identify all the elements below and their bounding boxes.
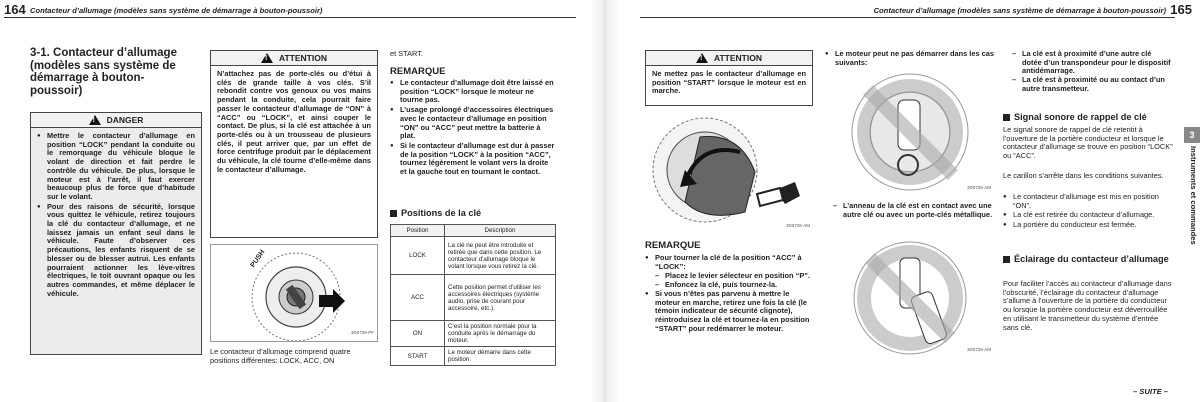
description-cell: La clé ne peut être introduite et retirée que dans cette position. Le contacteur d’allumage bloque le volant lorsque vous retirez la clé. xyxy=(445,237,556,275)
figure-code: 3D0726-AM xyxy=(966,347,991,353)
header-rule-left xyxy=(4,17,576,18)
table-row xyxy=(391,321,556,347)
remarque-subitem: – Placez le levier sélecteur en position “P”. xyxy=(655,272,813,281)
attention-text-2: Ne mettez pas le contacteur d’allumage en position “START” lorsque le moteur est en marche. xyxy=(652,69,806,96)
position-cell: LOCK xyxy=(391,237,445,275)
danger-box xyxy=(30,112,202,355)
ignition-figure-2 xyxy=(645,112,813,234)
key-ring-illustration xyxy=(828,70,994,196)
engine-start-list xyxy=(825,50,997,68)
attention-box-2 xyxy=(645,50,813,106)
danger-label: DANGER xyxy=(106,114,144,125)
column-header: Position xyxy=(391,225,445,237)
figure-code: 3D0726-AM xyxy=(966,185,991,191)
remarque-item: ● Le contacteur d’allumage doit être laissé en position “LOCK” lorsque le moteur ne tourne pas. xyxy=(390,79,556,105)
chapter-tab-title: Instruments et commandes xyxy=(1189,146,1198,245)
key-ring-figure xyxy=(828,70,994,196)
remarque-list-1 xyxy=(390,79,556,178)
attention-header-2 xyxy=(646,51,812,66)
ignition-switch-illustration xyxy=(211,245,378,342)
ignition-figure-1 xyxy=(210,244,378,342)
figure-code: 3D0726-PF xyxy=(350,330,374,336)
continued-marker: – SUITE – xyxy=(1132,387,1168,397)
header-rule-right xyxy=(640,17,1175,18)
positions-heading xyxy=(390,208,556,219)
key-reminder-text: Le signal sonore de rappel de clé retentit à l’ouverture de la portière conducteur et lorsque le contacteur d’allumage se trouve en position “LOCK” ou “ACC”. xyxy=(1003,125,1173,161)
position-cell: ACC xyxy=(391,275,445,321)
remarque-heading-1: REMARQUE xyxy=(390,66,446,77)
column-header: Description xyxy=(445,225,556,237)
figure-code: 3D0726-AM xyxy=(785,223,810,229)
key-turn-illustration xyxy=(645,112,813,234)
danger-header xyxy=(31,113,201,128)
page-number-left: 164 xyxy=(4,2,26,17)
attention-text-1: N’attachez pas de porte-clés ou d’étui à clés de grande taille à vos clés. S’il rebondit contre vos genoux ou vos mains pendant la conduite, cela pourrait faire passer le contacteur d’allumage de “ON” à “ACC” ou “LOCK”, et ainsi couper le contact. De plus, si la clé est attachée à un porte-clés ou à un trousseau de plusieurs clés, il peut arriver que, par un effet de force centrifuge produit par le déplacement du véhicule, la clé tourne d’elle-même dans le contacteur d’allumage. xyxy=(217,69,371,174)
description-cell: C’est la position normale pour la conduite après le démarrage du moteur. xyxy=(445,321,556,347)
list-item: – La clé est à proximité d’une autre clé dotée d’un transpondeur pour le dispositif antidémarrage. xyxy=(1012,50,1172,76)
chapter-tab: 3 xyxy=(1184,127,1200,143)
warning-icon xyxy=(261,53,273,63)
description-cell: Cette position permet d’utiliser les accessoires électriques (système audio, prise de courant pour accessoire, etc.). xyxy=(445,275,556,321)
attention-label-1: ATTENTION xyxy=(278,52,327,63)
positions-title: Positions de la clé xyxy=(401,208,482,218)
page-gutter xyxy=(590,0,620,402)
table-row xyxy=(391,347,556,366)
square-bullet-icon xyxy=(1003,114,1010,121)
remarque-item: ● Pour tourner la clé de la position “ACC” à “LOCK”: xyxy=(645,254,813,271)
remarque-heading-2: REMARQUE xyxy=(645,240,701,251)
ignition-light-title: Éclairage du contacteur d’allumage xyxy=(1014,254,1169,264)
danger-body xyxy=(31,128,201,303)
transponder-figure xyxy=(828,238,994,358)
running-title-right: Contacteur d’allumage (modèles sans système de démarrage à bouton-poussoir) xyxy=(873,6,1166,15)
list-item: – L’anneau de la clé est en contact avec une autre clé ou avec un porte-clés métallique. xyxy=(833,202,997,219)
figure-caption: Le contacteur d’allumage comprend quatre positions différentes: LOCK, ACC, ON xyxy=(210,347,351,365)
remarque-item: ● Si vous n’êtes pas parvenu à mettre le moteur en marche, retirez une fois la clé (le témoin indicateur de sécurité clignote), réintroduisez la clé et tournez-la en position “START” pour redémarrer le moteur. xyxy=(645,290,813,334)
table-row xyxy=(391,237,556,275)
remarque-list-2 xyxy=(645,254,813,334)
attention-header-1 xyxy=(211,51,377,66)
key-reminder-heading xyxy=(1003,112,1173,123)
positions-table-wrap xyxy=(390,224,556,366)
attention-box-1 xyxy=(210,50,378,238)
remarque-item: ● L’usage prolongé d’accessoires électriques avec le contacteur d’allumage en position “ON” ou “ACC” peut mettre la batterie à plat. xyxy=(390,106,556,141)
caption-continuation: et START. xyxy=(390,49,423,58)
square-bullet-icon xyxy=(1003,256,1010,263)
positions-table xyxy=(390,224,556,366)
list-item: – La clé est à proximité ou au contact d’un autre transmetteur. xyxy=(1012,76,1172,93)
ignition-light-heading xyxy=(1003,254,1173,265)
list-item: ● La clé est retirée du contacteur d’allumage. xyxy=(1003,211,1173,220)
key-ring-note xyxy=(833,202,997,219)
attention-label-2: ATTENTION xyxy=(713,52,762,63)
warning-icon xyxy=(89,115,101,125)
danger-item: ● Pour des raisons de sécurité, lorsque vous quittez le véhicule, retirez toujours la clé du contacteur d’allumage, et ne laissez jamais un enfant seul dans le véhicule. Faute d’observer ces précautions, les enfants risquent de se blesser ou de blesser autrui. Les enfants pourraient actionner les lève-vitres électriques, le toit ouvrant opaque ou les autres commandes, et même déplacer le véhicule. xyxy=(37,203,195,299)
danger-item: ● Mettre le contacteur d’allumage en position “LOCK” pendant la conduite ou le remorquage du véhicule bloque le volant de direction et fait perdre le contrôle du véhicule. De plus, lorsque le moteur est à l’arrêt, il faut exercer beaucoup plus de force que d’habitude sur le volant. xyxy=(37,132,195,202)
page-number-right: 165 xyxy=(1170,2,1192,17)
push-label: PUSH xyxy=(249,248,267,269)
position-cell: ON xyxy=(391,321,445,347)
chime-stop-list xyxy=(1003,193,1173,231)
table-row xyxy=(391,275,556,321)
running-title-left: Contacteur d’allumage (modèles sans système de démarrage à bouton-poussoir) xyxy=(30,6,323,15)
key-reminder-conditions: Le carillon s’arrête dans les conditions suivantes. xyxy=(1003,171,1164,180)
list-item: ● La portière du conducteur est fermée. xyxy=(1003,221,1173,230)
description-cell: Le moteur démarre dans cette position. xyxy=(445,347,556,366)
list-item: ● Le moteur peut ne pas démarrer dans les cas suivants: xyxy=(825,50,997,67)
transponder-notes xyxy=(1012,50,1172,94)
list-item: ● Le contacteur d’allumage est mis en position “ON”. xyxy=(1003,193,1173,210)
ignition-light-text: Pour faciliter l’accès au contacteur d’allumage dans l’obscurité, l’éclairage du contacteur d’allumage s’allume à l’ouverture de la portière du conducteur ou lorsque la portière conducteur est déverrouillée en utilisant le transmetteur du système d’entrée sans clé. xyxy=(1003,279,1172,332)
key-reminder-title: Signal sonore de rappel de clé xyxy=(1014,112,1147,122)
table-header-row xyxy=(391,225,556,237)
section-title: 3-1. Contacteur d’allumage (modèles sans système de démarrage à bouton-poussoir) xyxy=(30,47,177,97)
remarque-item: ● Si le contacteur d’allumage est dur à passer de la position “LOCK” à la position “ACC”, tournez légèrement le volant vers la droite et la gauche tout en tournant le contact. xyxy=(390,142,556,177)
square-bullet-icon xyxy=(390,210,397,217)
position-cell: START xyxy=(391,347,445,366)
remarque-subitem: – Enfoncez la clé, puis tournez-la. xyxy=(655,281,813,290)
warning-icon xyxy=(696,53,708,63)
transponder-illustration xyxy=(828,238,994,358)
